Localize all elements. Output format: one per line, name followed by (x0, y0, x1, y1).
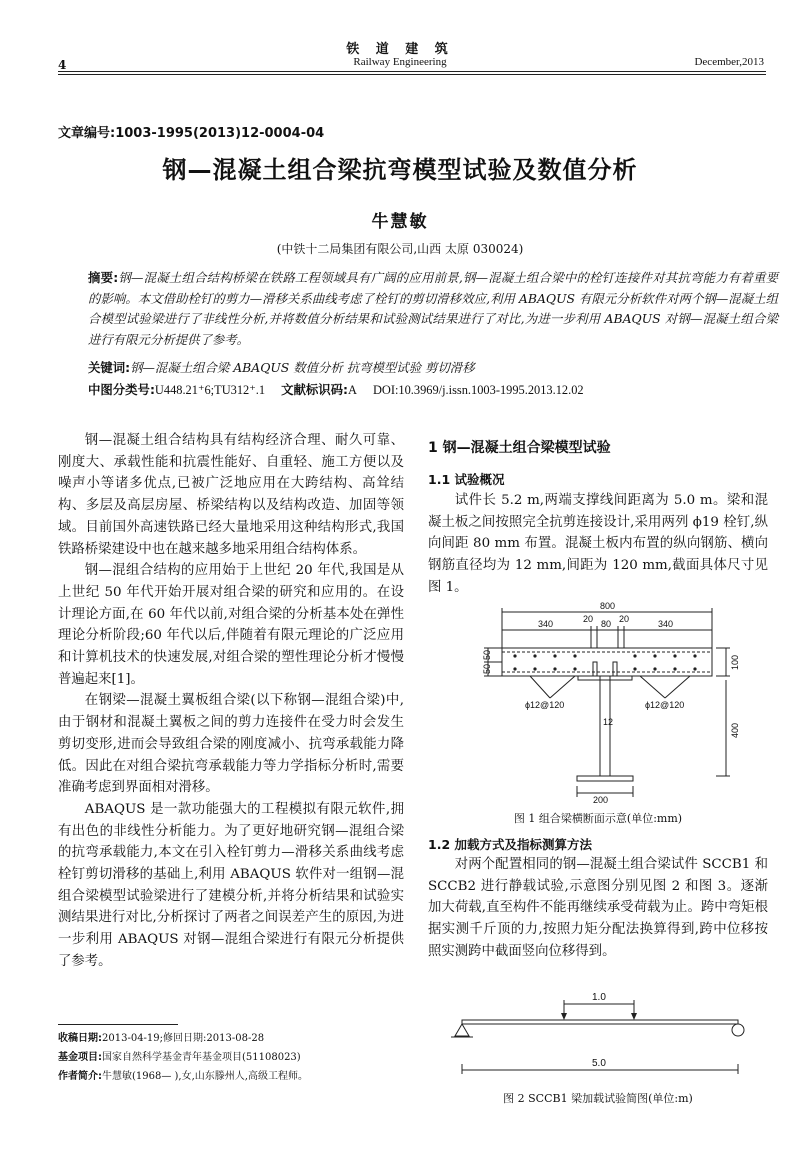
body-paragraph: ABAQUS 是一款功能强大的工程模拟有限元软件,拥有出色的非线性分析能力。为了更好地研究钢—混组合梁的抗弯承载能力,本文在引入栓钉剪力—滑移关系曲线考虑栓钉剪切滑移的基础上,利用 ABAQUS 软件对一组钢—混组合梁模型试验梁进行了建模分析,并将分析结果和试验实测结果进行对比,分析探讨了两者之间误差产生的原因,为进一步利用 ABAQUS 对钢—混组合梁进行有限元分析提供了参考。 (58, 801, 404, 969)
dim-total-width: 800 (600, 601, 616, 611)
clc-value: U448.21⁺6;TU312⁺.1 (154, 383, 266, 397)
section-heading: 1 钢—混凝土组合梁模型试验 (428, 440, 611, 456)
dim-center: 80 (601, 619, 612, 629)
figure1-cross-section (480, 600, 770, 805)
section-1-1-text (428, 490, 768, 599)
footnote-label: 收稿日期: (58, 1033, 102, 1044)
header-rule-thin (58, 74, 766, 75)
footnote-rule (58, 1024, 178, 1025)
classification-line (88, 380, 788, 398)
body-paragraph: 钢—混组合结构的应用始于上世纪 20 年代,我国是从上世纪 50 年代开始开展对组合梁的研究和应用的。在设计理论方面,在 60 年代以前,对组合梁的分析基本处在弹性理论分析阶段;60 年代以后,伴随着有限元理论的广泛应用和计算机技术的快速发展,对组合梁的塑性理论分析才慢慢普遍起来[1]。 (58, 563, 404, 687)
dim-left-part: 340 (538, 619, 554, 629)
page-number: 4 (58, 58, 67, 72)
clc-label: 中图分类号: (88, 382, 155, 397)
author-name: 牛慧敏 (371, 212, 429, 232)
keywords (88, 358, 778, 376)
span-label: 5.0 (592, 1058, 606, 1069)
footnote-label: 作者简介: (58, 1071, 102, 1082)
keywords-text: 钢—混凝土组合梁 ABAQUS 数值分析 抗弯模型试验 剪切滑移 (130, 360, 475, 375)
dim-web-height: 400 (730, 722, 740, 738)
footnote-text: 国家自然科学基金青年基金项目(51108023) (102, 1052, 301, 1063)
figure2-loading-diagram (440, 990, 760, 1085)
footnote-text: 2013-04-19;修回日期:2013-08-28 (102, 1033, 265, 1044)
abstract-text: 钢—混凝土组合结构桥梁在铁路工程领域具有广阔的应用前景,钢—混凝土组合梁中的栓钉连接件对其抗弯能力有着重要的影响。本文借助栓钉的剪力—滑移关系曲线考虑了栓钉的剪切滑移效应,利用 ABAQUS 有限元分析软件对两个钢—混凝土组合模型试验梁进行了非线性分析,并将数值分析结果和试验测试结果进行了对比,为进一步利用 ABAQUS 对钢—混凝土组合梁进行有限元分析提供了参考。 (88, 270, 778, 347)
abstract (88, 268, 778, 350)
dim-slab-a: 50 (482, 649, 492, 660)
article-number: 文章编号:1003-1995(2013)12-0004-04 (58, 126, 325, 141)
issue-date: December,2013 (694, 56, 764, 68)
dim-gap-b: 20 (619, 614, 630, 624)
rebar-label-right: ϕ12@120 (645, 700, 685, 710)
subsection-heading: 1.1 试验概况 (428, 472, 505, 487)
journal-title-cn: 铁 道 建 筑 (346, 42, 454, 57)
dim-web-thickness: 12 (603, 717, 614, 727)
footnote-label: 基金项目: (58, 1052, 102, 1063)
section-1-2-text (428, 854, 768, 963)
keywords-label: 关键词: (88, 360, 131, 375)
doi: DOI:10.3969/j.issn.1003-1995.2013.12.02 (372, 383, 584, 397)
doc-code-label: 文献标识码: (281, 382, 348, 397)
abstract-label: 摘要: (88, 270, 119, 285)
rebar-label-left: ϕ12@120 (525, 700, 565, 710)
footnote-dates (58, 1031, 404, 1047)
doc-code-value: A (347, 383, 357, 397)
dim-flange-width: 200 (593, 795, 609, 805)
dim-right-part: 340 (658, 619, 674, 629)
dim-gap-a: 20 (583, 614, 594, 624)
dim-slab-total: 100 (730, 654, 740, 670)
body-paragraph: 钢—混凝土组合结构具有结构经济合理、耐久可靠、刚度大、承载性能和抗震性能好、自重轻、施工方便以及噪声小等诸多优点,已被广泛地应用在大跨结构、高耸结构、多层及高层房屋、桥梁结构以及结构改造、加固等领域。目前国外高速铁路已经大量地采用这种结构形式,我国铁路桥梁建设中也在越来越多地采用组合结构体系。 (58, 433, 404, 557)
footnote-text: 牛慧敏(1968— ),女,山东滕州人,高级工程师。 (102, 1071, 308, 1082)
subsection-heading: 1.2 加载方式及指标测算方法 (428, 837, 592, 852)
left-column (58, 430, 404, 973)
journal-title-en: Railway Engineering (353, 56, 447, 68)
body-paragraph: 对两个配置相同的钢—混凝土组合梁试件 SCCB1 和 SCCB2 进行静载试验,示意图分别见图 2 和图 3。逐渐加大荷载,直至构件不能再继续承受荷载为止。跨中弯矩根据实测千斤顶的力,按照力矩分配法换算得到,跨中位移按照实测跨中截面竖向位移得到。 (428, 857, 768, 959)
body-paragraph: 试件长 5.2 m,两端支撑线间距离为 5.0 m。梁和混凝土板之间按照完全抗剪连接设计,采用两列 ϕ19 栓钉,纵向间距 80 mm 布置。混凝土板内布置的纵向钢筋、横向钢筋直径均为 12 mm,间距为 120 mm,截面具体尺寸见图 1。 (428, 493, 768, 595)
dim-slab-b: 50 (482, 663, 492, 674)
paper-title: 钢—混凝土组合梁抗弯模型试验及数值分析 (162, 156, 638, 184)
load-spacing-label: 1.0 (592, 992, 606, 1003)
footnote-author (58, 1069, 404, 1085)
header-rule (58, 71, 766, 72)
body-paragraph: 在钢梁—混凝土翼板组合梁(以下称钢—混组合梁)中,由于钢材和混凝土翼板之间的剪力连接件在受力时会发生剪切变形,进而会导致组合梁的刚度减小、抗弯承载能力降低。因此在对组合梁抗弯承载能力等力学指标分析时,需要准确考虑到界面相对滑移。 (58, 693, 404, 796)
footnote-fund (58, 1050, 404, 1066)
affiliation: (中铁十二局集团有限公司,山西 太原 030024) (276, 242, 524, 256)
figure1-caption: 图 1 组合梁横断面示意(单位:mm) (513, 812, 683, 825)
figure2-caption: 图 2 SCCB1 梁加载试验简图(单位:m) (503, 1092, 693, 1105)
